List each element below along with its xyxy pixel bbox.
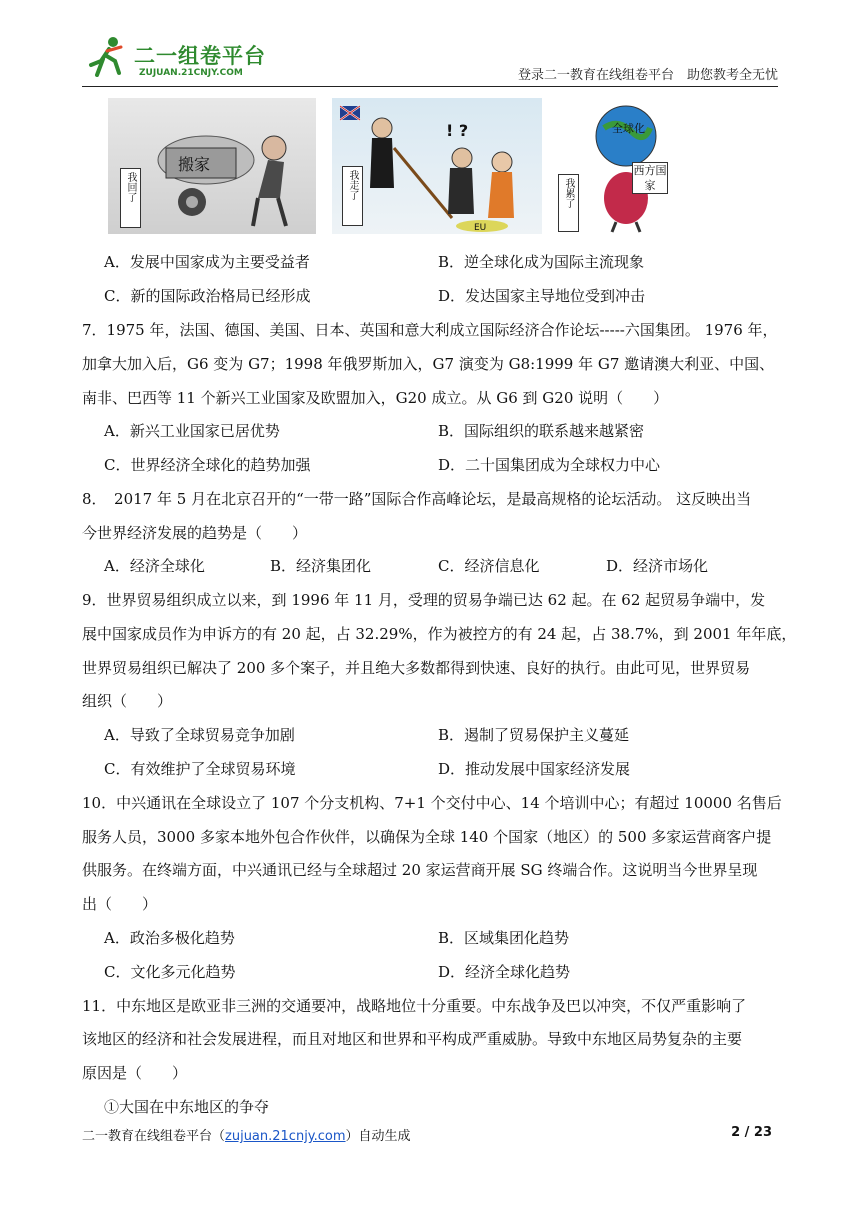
footer-prefix: 二一教育在线组卷平台（ [82, 1129, 226, 1144]
q7-stem-line1: 7．1975 年，法国、德国、美国、日本、英国和意大利成立国际经济合作论坛-----六国集团。 1976 年， [82, 321, 778, 339]
cartoon-right-label: 西方国家 [633, 164, 667, 192]
logo-runner-icon [87, 35, 127, 77]
q8-option-a: A．经济全球化 [104, 557, 205, 575]
q8-stem-line1: 8． 2017 年 5 月在北京召开的“一带一路”国际合作高峰论坛，是最高规格的论坛活动。 这反映出当 [82, 490, 752, 508]
header-tagline: 登录二一教育在线组卷平台 助您教考全无忧 [517, 68, 778, 83]
cartoon-middle-sign: 我走了 [342, 166, 363, 226]
svg-text:全球化: 全球化 [612, 122, 645, 135]
q7-stem-line3: 南非、巴西等 11 个新兴工业国家及欧盟加入，G20 成立。从 G6 到 G20 说明（ ） [82, 389, 669, 407]
q11-stem-line3: 原因是（ ） [82, 1064, 188, 1082]
q8-option-b: B．经济集团化 [270, 557, 372, 575]
q10-stem-line1: 10．中兴通讯在全球设立了 107 个分支机构、7+1 个交付中心、14 个培训中心；有超过 10000 名售后 [82, 794, 782, 812]
q9-option-b: B．遏制了贸易保护主义蔓延 [438, 726, 630, 744]
cartoon-left [108, 98, 316, 234]
q9-stem-line1: 9．世界贸易组织成立以来，到 1996 年 11 月，受理的贸易争端已达 62 起。在 62 起贸易争端中，发 [82, 591, 766, 609]
q8-stem-line2: 今世界经济发展的趋势是（ ） [82, 524, 308, 542]
svg-text:搬家: 搬家 [178, 155, 211, 174]
q10-option-d: D．经济全球化趋势 [438, 963, 571, 981]
q10-option-a: A．政治多极化趋势 [104, 929, 235, 947]
cartoon-middle-drawing [332, 98, 542, 234]
cartoon-middle [332, 98, 542, 234]
q8-option-c: C．经济信息化 [438, 557, 540, 575]
q11-item-1: ①大国在中东地区的争夺 [104, 1098, 270, 1116]
q9-option-a: A．导致了全球贸易竞争加剧 [104, 726, 295, 744]
cartoon-strip [108, 98, 688, 238]
page-number: 2 / 23 [731, 1125, 772, 1140]
q10-stem-line3: 供服务。在终端方面，中兴通讯已经与全球超过 20 家运营商开展 SG 终端合作。这说明当今世界呈现 [82, 861, 758, 879]
q6-option-d: D．发达国家主导地位受到冲击 [438, 287, 646, 305]
q6-option-c: C．新的国际政治格局已经形成 [104, 287, 311, 305]
cartoon-left-sign: 我回了 [120, 168, 141, 228]
q9-stem-line3: 世界贸易组织已解决了 200 多个案子，并且绝大多数都得到快速、良好的执行。由此可见，世界贸易 [82, 659, 751, 677]
logo-text: 二一组卷平台 [134, 44, 266, 68]
page-footer-source [82, 1125, 411, 1144]
q11-stem-line1: 11．中东地区是欧亚非三洲的交通要冲，战略地位十分重要。中东战争及巴以冲突，不仅严重影响了 [82, 997, 747, 1015]
q9-option-d: D．推动发展中国家经济发展 [438, 760, 631, 778]
q8-option-d: D．经济市场化 [606, 557, 709, 575]
q10-stem-line4: 出（ ） [82, 895, 158, 913]
q6-option-a: A．发展中国家成为主要受益者 [104, 253, 310, 271]
q7-option-c: C．世界经济全球化的趋势加强 [104, 456, 311, 474]
footer-suffix: ）自动生成 [345, 1129, 411, 1144]
q9-stem-line2: 展中国家成员作为申诉方的有 20 起，占 32.29%，作为被控方的有 24 起，占 38.7%，到 2001 年年底， [82, 625, 797, 643]
q6-option-b: B．逆全球化成为国际主流现象 [438, 253, 645, 271]
svg-text:EU: EU [474, 223, 487, 233]
q10-stem-line2: 服务人员，3000 多家本地外包合作伙伴，以确保为全球 140 个国家（地区）的 500 多家运营商客户提 [82, 828, 772, 846]
q7-option-b: B．国际组织的联系越来越紧密 [438, 422, 645, 440]
q10-option-b: B．区域集团化趋势 [438, 929, 570, 947]
q9-option-c: C．有效维护了全球贸易环境 [104, 760, 296, 778]
q10-option-c: C．文化多元化趋势 [104, 963, 236, 981]
page-header [82, 30, 778, 87]
logo-url: ZUJUAN.21CNJY.COM [139, 68, 243, 78]
q7-option-d: D．二十国集团成为全球权力中心 [438, 456, 661, 474]
q7-stem-line2: 加拿大加入后，G6 变为 G7；1998 年俄罗斯加入，G7 演变为 G8:1999 年 G7 邀请澳大利亚、中国、 [82, 355, 775, 373]
q7-option-a: A．新兴工业国家已居优势 [104, 422, 280, 440]
q9-stem-line4: 组织（ ） [82, 692, 173, 710]
cartoon-right [554, 98, 688, 234]
svg-text:! ?: ! ? [446, 121, 469, 140]
footer-link[interactable]: zujuan.21cnjy.com [225, 1129, 346, 1144]
cartoon-right-sign: 我累了 [558, 174, 579, 232]
q11-stem-line2: 该地区的经济和社会发展进程，而且对地区和世界和平构成严重威胁。导致中东地区局势复杂的主要 [82, 1030, 743, 1048]
